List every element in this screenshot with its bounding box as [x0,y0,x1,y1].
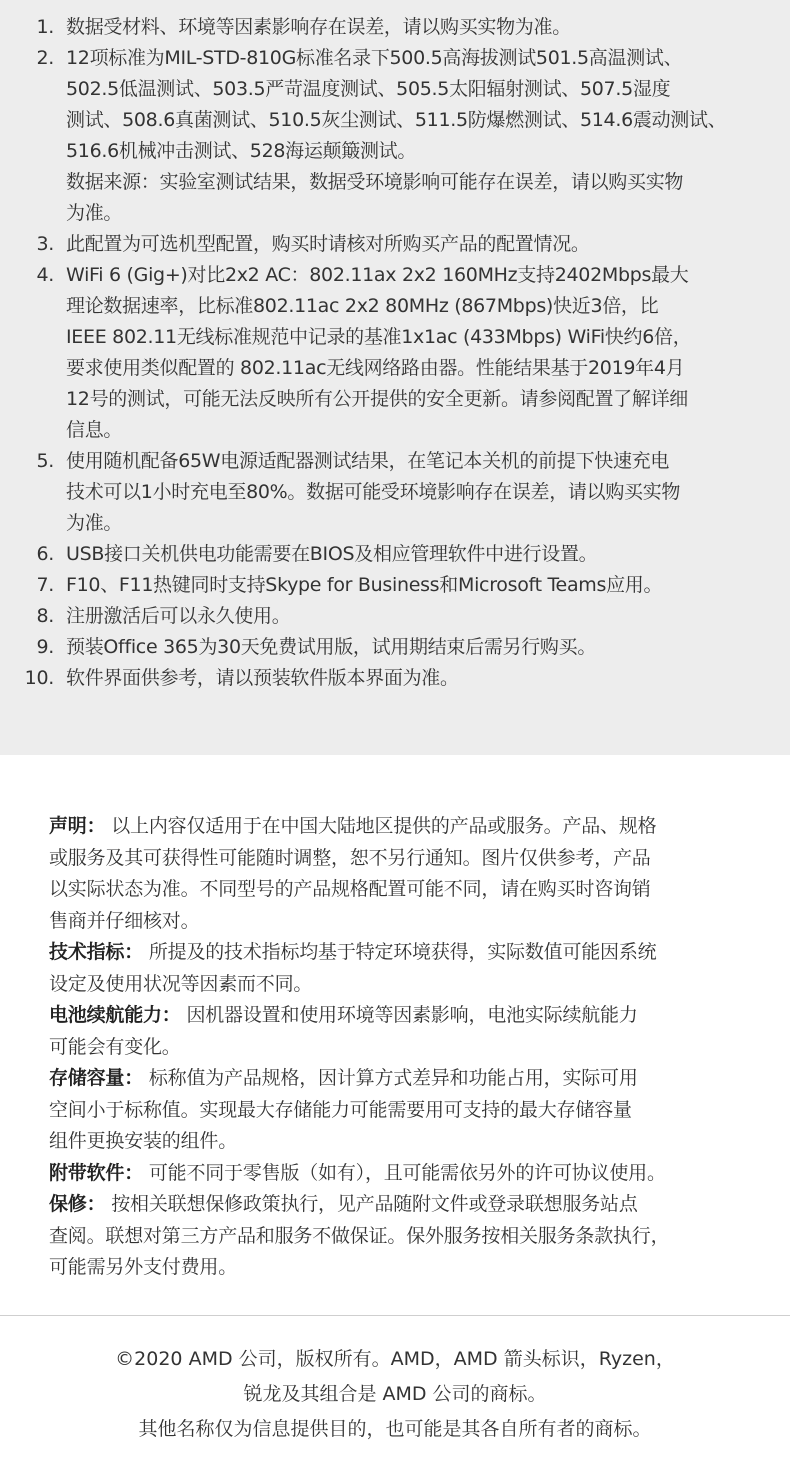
footnote-number: 4. [36,264,54,286]
disclaimer-text: 可能不同于零售版（如有），且可能需依另外的许可协议使用。 [148,1161,666,1184]
disclaimer-label: 技术指标： [49,941,144,963]
footnote-text: 数据受材料、环境等因素影响存在误差，请以购买实物为准。 [66,16,571,38]
footnote-text: 12项标准为MIL-STD-810G标准名录下500.5高海拔测试501.5高温测试、 502.5低温测试、503.5严苛温度测试、505.5太阳辐射测试、507.5湿度 测试、508.6真菌测试、510.5灰尘测试、511.5防爆燃测试、514.6震动测试、 516.6机械冲击测试、528海运颠簸测试。 数据来源：实验室测试结果，数据受环境影响可能存在误差，请以购买实物 为准。 [66,47,727,224]
footnote-text: 预装Office 365为30天免费试用版，试用期结束后需另行购买。 [66,636,597,658]
footnote-item [0,229,790,260]
footnote-item [0,632,790,663]
disclaimer-battery [49,1000,760,1063]
footnote-item [0,12,790,43]
footnote-item [0,260,790,446]
disclaimer-text: 因机器设置和使用环境等因素影响，电池实际续航能力 可能会有变化。 [49,1004,638,1058]
disclaimer-tech-specs [49,937,760,1000]
disclaimer-text: 按相关联想保修政策执行，见产品随附文件或登录联想服务站点 查阅。联想对第三方产品和服务不做保证。保外服务按相关服务条款执行， 可能需另外支付费用。 [49,1193,670,1278]
disclaimer-label: 电池续航能力： [49,1004,181,1026]
footnote-text: F10、F11热键同时支持Skype for Business和Microsoft Teams应用。 [66,574,663,596]
footnote-number: 10. [24,667,54,689]
disclaimer-storage [49,1063,760,1158]
footnote-number: 3. [36,233,54,255]
trademark-line: ©2020 AMD 公司，版权所有。AMD，AMD 箭头标识，Ryzen， [115,1348,675,1370]
footnote-text: 注册激活后可以永久使用。 [66,605,291,627]
footnote-number: 6. [36,543,54,565]
footnote-number: 7. [36,574,54,596]
footnote-item [0,539,790,570]
footnote-text: 软件界面供参考，请以预装软件版本界面为准。 [66,667,459,689]
disclaimer-label: 保修： [49,1193,106,1215]
disclaimer-warranty [49,1189,760,1284]
trademark-line: 其他名称仅为信息提供目的，也可能是其各自所有者的商标。 [138,1418,652,1440]
footnote-item [0,446,790,539]
footnote-text: 此配置为可选机型配置，购买时请核对所购买产品的配置情况。 [66,233,590,255]
disclaimer-statement [49,811,760,937]
disclaimer-text: 所提及的技术指标均基于特定环境获得，实际数值可能因系统 设定及使用状况等因素而不同。 [49,941,657,995]
footnote-number: 2. [36,47,54,69]
footnote-item [0,601,790,632]
disclaimer-label: 附带软件： [49,1161,144,1184]
footnote-text: WiFi 6 (Gig+)对比2x2 AC：802.11ax 2x2 160MHz支持2402Mbps最大 理论数据速率，比标准802.11ac 2x2 80MHz (867Mbps)快近3倍，比 IEEE 802.11无线标准规范中记录的基准1x1ac (433Mbps) WiFi快约6倍， 要求使用类似配置的 802.11ac无线网络路由器。性能结果基于2019年4月 12号的测试，可能无法反映所有公开提供的安全更新。请参阅配置了解详细 信息。 [66,264,692,441]
trademark-line: 锐龙及其组合是 AMD 公司的商标。 [243,1383,547,1405]
footnote-text: USB接口关机供电功能需要在BIOS及相应管理软件中进行设置。 [66,543,598,565]
disclaimer-software [49,1158,760,1190]
footnote-item [0,570,790,601]
footnote-number: 1. [36,16,54,38]
trademark-footer [0,1316,790,1447]
disclaimer-label: 声明： [49,815,106,837]
disclaimer-section [0,755,790,1315]
footnote-text: 使用随机配备65W电源适配器测试结果，在笔记本关机的前提下快速充电 技术可以1小时充电至80%。数据可能受环境影响存在误差，请以购买实物 为准。 [66,450,681,534]
footnote-number: 9. [36,636,54,658]
disclaimer-text: 以上内容仅适用于在中国大陆地区提供的产品或服务。产品、规格 或服务及其可获得性可能随时调整，恕不另行通知。图片仅供参考，产品 以实际状态为准。不同型号的产品规格配置可能不同，请在购买时咨询销 售商并仔细核对。 [49,815,657,932]
footnote-number: 5. [36,450,54,472]
footnote-item [0,43,790,229]
disclaimer-label: 存储容量： [49,1067,144,1089]
disclaimer-text: 标称值为产品规格，因计算方式差异和功能占用，实际可用 空间小于标称值。实现最大存储能力可能需要用可支持的最大存储容量 组件更换安装的组件。 [49,1067,638,1152]
footnote-number: 8. [36,605,54,627]
footnote-item [0,663,790,694]
